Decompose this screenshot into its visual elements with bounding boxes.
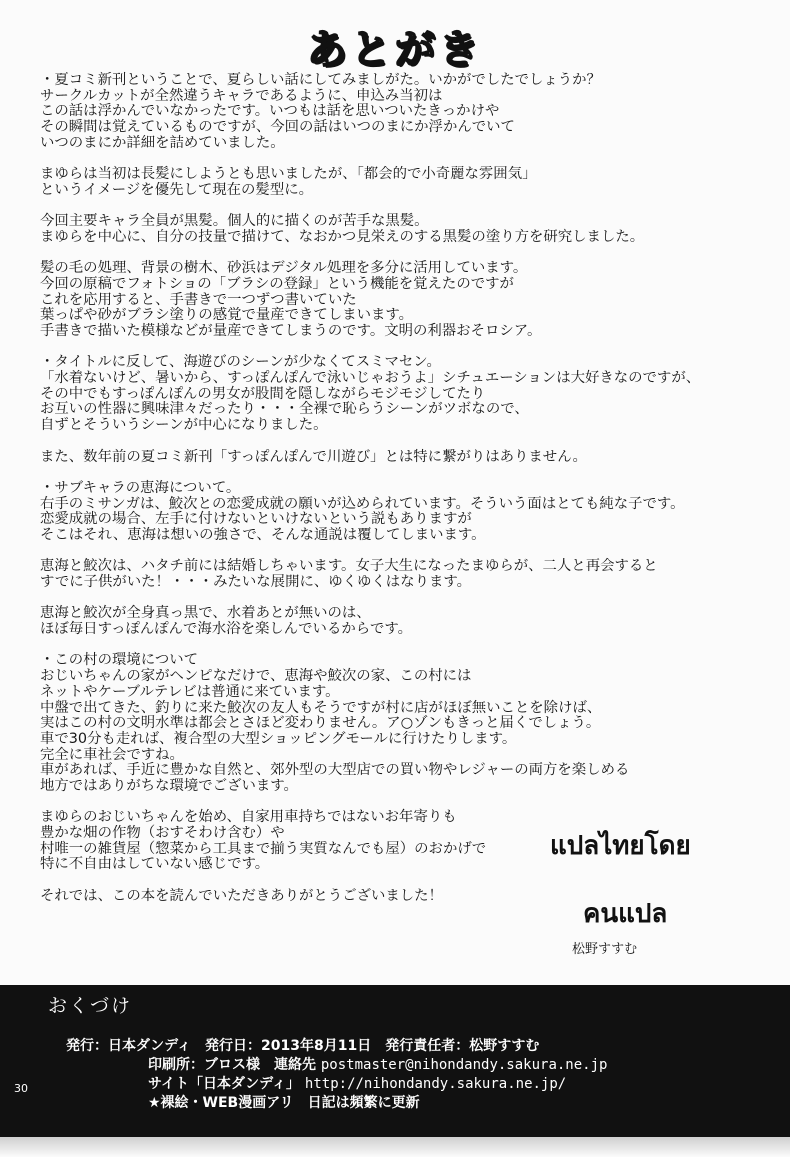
text-line: まゆらのおじいちゃんを始め、自家用車持ちではないお年寄りも	[40, 809, 457, 826]
colophon	[0, 985, 790, 1137]
text-line: それでは、この本を読んでいただきありがとうございました！	[40, 887, 443, 904]
text-line: その瞬間は覚えているものですが、今回の話はいつのまにか浮かんでいて	[40, 119, 515, 136]
page-title: あとがき	[307, 27, 483, 73]
colophon-site-label: サイト「日本ダンディ」	[148, 1076, 301, 1092]
colophon-title: おくづけ	[48, 995, 133, 1017]
paragraph	[40, 355, 760, 433]
translator-credit-sub: คนแปล	[583, 899, 668, 929]
paragraph	[40, 653, 760, 794]
text-line: また、数年前の夏コミ新刊「すっぽんぽんで川遊び」とは特に繋がりはありません。	[40, 448, 587, 465]
text-line: 右手のミサンガは、鮫次との恋愛成就の願いが込められています。そういう面はとても純な子です。	[40, 495, 685, 512]
text-line: 特に不自由はしていない感じです。	[40, 856, 270, 873]
text-line: 車があれば、手近に豊かな自然と、郊外型の大型店での買い物やレジャーの両方を楽しめる	[40, 762, 630, 779]
page-number: 30	[14, 1082, 28, 1095]
colophon-printer-label: 印刷所：ブロス様 連絡先	[148, 1057, 316, 1073]
text-line: 恵海と鮫次が全身真っ黒で、水着あとが無いのは、	[40, 605, 371, 622]
colophon-site-link[interactable]: http://nihondandy.sakura.ne.jp/	[304, 1076, 567, 1092]
text-line: おじいちゃんの家がヘンピなだけで、恵海や鮫次の家、この村には	[40, 668, 472, 685]
author-name: 松野すすむ	[572, 942, 638, 957]
text-line: 実はこの村の文明水準は都会とさほど変わりません。ア○ゾンもきっと届くでしょう。	[40, 715, 601, 732]
text-line: サークルカットが全然違うキャラであるように、申込み当初は	[40, 87, 443, 104]
paragraph	[40, 73, 760, 151]
colophon-contact-line	[0, 1056, 790, 1075]
text-line: 手書きで描いた模様などが量産できてしまうのです。文明の利器おそロシア。	[40, 323, 542, 339]
text-line: 豊かな畑の作物（おすそわけ含む）や	[40, 825, 285, 841]
text-line: 葉っぱや砂がブラシ塗りの感覚で量産できてしまいます。	[40, 307, 414, 324]
afterword-body	[40, 73, 760, 920]
text-line: 完全に車社会ですね。	[40, 746, 184, 763]
text-line: ・サブキャラの恵海について。	[40, 479, 241, 496]
text-line: 地方ではありがちな環境でございます。	[40, 777, 298, 794]
colophon-site-line	[0, 1075, 790, 1094]
paragraph	[40, 214, 760, 245]
paragraph	[40, 450, 760, 466]
text-line: ほぼ毎日すっぽんぽんで海水浴を楽しんでいるからです。	[40, 621, 412, 638]
text-line: 今回の原稿でフォトショの「ブラシの登録」という機能を覚えたのですが	[40, 275, 514, 292]
text-line: 中盤で出てきた、釣りに来た鮫次の友人もそうですが村に店がほぼ無いことを除けば、	[40, 699, 602, 716]
paragraph	[40, 261, 760, 339]
text-line: ネットやケーブルテレビは普通に来ています。	[40, 683, 340, 700]
text-line: 村唯一の雑貨屋（惣菜から工具まで揃う実質なんでも屋）のおかげで	[40, 840, 487, 857]
translator-credit-title: แปลไทยโดย	[550, 831, 691, 861]
text-line: 髪の毛の処理、背景の樹木、砂浜はデジタル処理を多分に活用しています。	[40, 260, 528, 277]
text-line: お互いの性器に興味津々だったり・・・全裸で恥らうシーンがツボなので、	[40, 401, 529, 418]
page-edge-shadow	[0, 1137, 790, 1157]
paragraph	[40, 481, 760, 544]
text-line: いつのまにか詳細を詰めていました。	[40, 134, 285, 151]
text-line: というイメージを優先して現在の髪型に。	[40, 181, 313, 198]
text-line: ・夏コミ新刊ということで、夏らしい話にしてみましがた。いかがでしたでしょうか？	[40, 72, 601, 88]
colophon-details	[0, 1037, 790, 1113]
colophon-publish-line: 発行：日本ダンディ 発行日：2013年8月11日 発行責任者：松野すすむ	[66, 1038, 540, 1054]
text-line: 車で30分も走れば、複合型の大型ショッピングモールに行けたりします。	[40, 730, 517, 747]
colophon-note-line: ★裸絵・WEB漫画アリ 日記は頻繁に更新	[148, 1095, 420, 1111]
text-line: その中でもすっぽんぽんの男女が股間を隠しながらモジモジしてたり	[40, 385, 486, 402]
text-line: 恵海と鮫次は、ハタチ前には結婚しちゃいます。女子大生になったまゆらが、二人と再会すると	[40, 558, 658, 575]
text-line: この話は浮かんでいなかったです。いつもは話を思いついたきっかけや	[40, 103, 500, 120]
text-line: 今回主要キャラ全員が黒髪。個人的に描くのが苦手な黒髪。	[40, 213, 429, 230]
text-line: 自ずとそういうシーンが中心になりました。	[40, 417, 328, 434]
text-line: これを応用すると、手書きで一つずつ書いていた	[40, 291, 357, 308]
text-line: まゆらは当初は長髪にしようとも思いましたが、「都会的で小奇麗な雰囲気」	[40, 166, 537, 183]
text-line: ・この村の環境について	[40, 652, 199, 669]
paragraph	[40, 167, 760, 198]
paragraph	[40, 559, 760, 590]
text-line: まゆらを中心に、自分の技量で描けて、なおかつ見栄えのする黒髪の塗り方を研究しました。	[40, 228, 645, 245]
text-line: そこはそれ、恵海は想いの強さで、そんな通説は覆してしまいます。	[40, 526, 486, 543]
text-line: 恋愛成就の場合、左手に付けないといけないという説もありますが	[40, 511, 472, 528]
text-line: すでに子供がいた！・・・みたいな展開に、ゆくゆくはなります。	[40, 574, 472, 590]
text-line: ・タイトルに反して、海遊びのシーンが少なくてスミマセン。	[40, 354, 441, 371]
paragraph	[40, 606, 760, 637]
text-line: 「水着ないけど、暑いから、すっぽんぽんで泳いじゃおうよ」シチュエーションは大好きなのですが、	[40, 370, 701, 387]
colophon-email-link[interactable]: postmaster@nihondandy.sakura.ne.jp	[320, 1057, 608, 1073]
